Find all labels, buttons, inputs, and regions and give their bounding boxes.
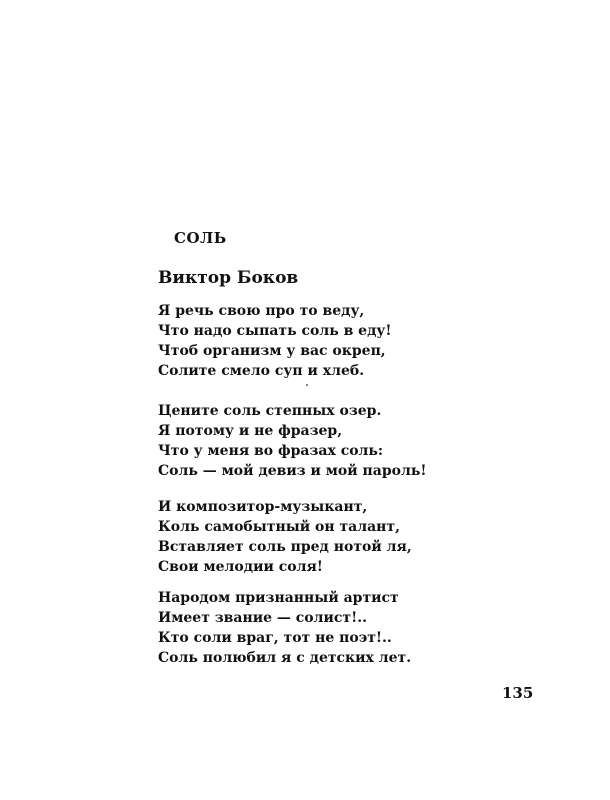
stanza-4 bbox=[158, 588, 411, 668]
print-speck bbox=[306, 384, 308, 386]
poem-line: Я речь свою про то веду, bbox=[158, 303, 365, 319]
poem-line: Коль самобытный он талант, bbox=[158, 519, 400, 535]
poem-line: Соль — мой девиз и мой пароль! bbox=[158, 463, 427, 479]
stanza-2 bbox=[158, 401, 427, 481]
poem-line: Цените соль степных озер. bbox=[158, 403, 382, 419]
poem-title: СОЛЬ bbox=[174, 229, 227, 247]
poem-line: Что у меня во фразах соль: bbox=[158, 443, 384, 459]
poem-line: Чтоб организм у вас окреп, bbox=[158, 343, 386, 359]
poem-line: Кто соли враг, тот не поэт!.. bbox=[158, 630, 392, 646]
poem-line: Соль полюбил я с детских лет. bbox=[158, 650, 412, 666]
poem-line: Народом признанный артист bbox=[158, 590, 399, 606]
stanza-3 bbox=[158, 497, 412, 577]
poem-line: Солите смело суп и хлеб. bbox=[158, 363, 365, 379]
poem-line: Имеет звание — солист!.. bbox=[158, 610, 367, 626]
poem-line: Я потому и не фразер, bbox=[158, 423, 343, 439]
poem-line: Вставляет соль пред нотой ля, bbox=[158, 539, 412, 555]
page-number: 135 bbox=[502, 684, 534, 702]
stanza-1 bbox=[158, 301, 392, 381]
poem-line: И композитор-музыкант, bbox=[158, 499, 368, 515]
poem-author: Виктор Боков bbox=[158, 268, 299, 288]
poem-line: Свои мелодии соля! bbox=[158, 559, 323, 575]
poem-line: Что надо сыпать соль в еду! bbox=[158, 323, 392, 339]
